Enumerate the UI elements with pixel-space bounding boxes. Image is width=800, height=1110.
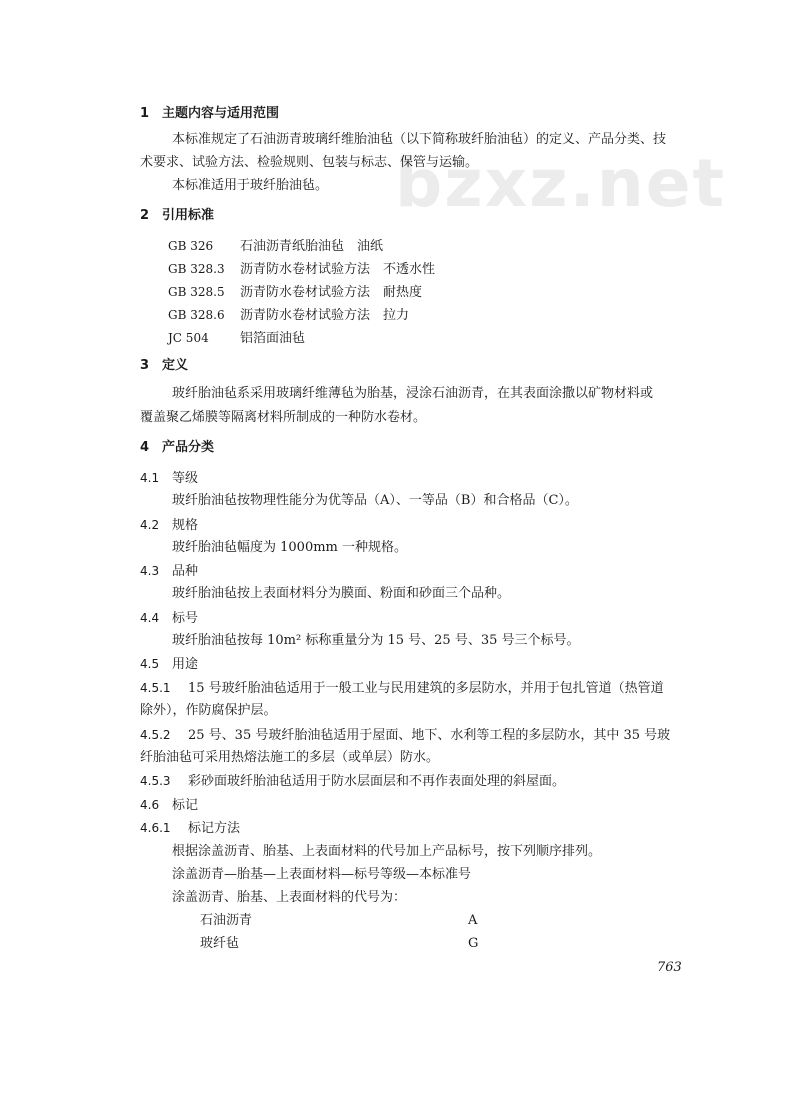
- subsection-4-3-heading: [140, 563, 198, 580]
- subsection-title: 标号: [172, 611, 199, 626]
- section-1-paragraph: 本标准适用于玻纤胎油毡。: [172, 178, 329, 193]
- section-1-paragraph: 本标准规定了石油沥青玻璃纤维胎油毡（以下简称玻纤胎油毡）的定义、产品分类、技: [172, 132, 667, 147]
- subsection-text: 彩砂面玻纤胎油毡适用于防水层面层和不再作表面处理的斜屋面。: [188, 774, 566, 789]
- subsection-number: 4.5: [140, 657, 160, 671]
- section-4-heading: 4 产品分类: [140, 440, 215, 455]
- subsection-4-2-heading: [140, 517, 198, 534]
- reference-title: 铝箔面油毡: [240, 331, 306, 346]
- subsection-4-6-1-paragraph: 涂盖沥青—胎基—上表面材料—标号等级—本标准号: [172, 867, 472, 882]
- reference-item: [168, 284, 422, 301]
- watermark: bzxz.net: [395, 145, 727, 222]
- reference-title: 沥青防水卷材试验方法 拉力: [240, 308, 410, 323]
- subsection-title: 标记方法: [188, 821, 241, 836]
- subsection-text: 15 号玻纤胎油毡适用于一般工业与民用建筑的多层防水，并用于包扎管道（热管道: [188, 681, 664, 696]
- subsection-number: 4.4: [140, 611, 160, 625]
- subsection-4-6-1-paragraph: 涂盖沥青、胎基、上表面材料的代号为：: [172, 890, 407, 905]
- reference-item: [168, 307, 409, 324]
- reference-item: [168, 330, 305, 347]
- subsection-4-3-paragraph: 玻纤胎油毡按上表面材料分为膜面、粉面和砂面三个品种。: [172, 586, 511, 601]
- reference-code: GB 328.3: [168, 262, 225, 276]
- subsection-text: 25 号、35 号玻纤胎油毡适用于屋面、地下、水利等工程的多层防水，其中 35 号玻: [188, 728, 671, 743]
- reference-code: GB 328.5: [168, 285, 225, 299]
- reference-title: 石油沥青纸胎油毡 油纸: [240, 239, 384, 254]
- section-3-heading: 3 定义: [140, 358, 189, 373]
- subsection-4-6-1-paragraph: 根据涂盖沥青、胎基、上表面材料的代号加上产品标号，按下列顺序排列。: [172, 844, 602, 859]
- subsection-number: 4.6: [140, 798, 160, 812]
- section-2-heading: 2 引用标准: [140, 208, 215, 223]
- subsection-4-5-1: [140, 680, 664, 697]
- subsection-title: 用途: [172, 657, 199, 672]
- subsection-title: 规格: [172, 518, 199, 533]
- subsection-4-6-heading: [140, 797, 198, 814]
- page-number: 763: [657, 960, 682, 975]
- reference-title: 沥青防水卷材试验方法 耐热度: [240, 285, 423, 300]
- subsection-4-5-1-cont: 除外），作防腐保护层。: [140, 703, 277, 718]
- reference-code: JC 504: [168, 331, 209, 345]
- code-value: G: [468, 936, 479, 951]
- subsection-number: 4.3: [140, 564, 160, 578]
- subsection-4-6-1-heading: [140, 820, 240, 837]
- reference-code: GB 326: [168, 239, 214, 253]
- reference-item: [168, 261, 435, 278]
- code-name: 玻纤毡: [200, 936, 240, 951]
- subsection-4-2-paragraph: 玻纤胎油毡幅度为 1000mm 一种规格。: [172, 540, 408, 555]
- section-3-paragraph: 玻纤胎油毡系采用玻璃纤维薄毡为胎基，浸涂石油沥青，在其表面涂撒以矿物材料或: [172, 386, 654, 401]
- code-name: 石油沥青: [200, 913, 253, 928]
- reference-title: 沥青防水卷材试验方法 不透水性: [240, 262, 436, 277]
- subsection-number: 4.6.1: [140, 821, 171, 835]
- code-row: [200, 913, 477, 929]
- code-value: A: [468, 913, 478, 928]
- reference-code: GB 328.6: [168, 308, 225, 322]
- section-3-paragraph: 覆盖聚乙烯膜等隔离材料所制成的一种防水卷材。: [140, 410, 427, 425]
- subsection-4-5-3: [140, 773, 565, 790]
- subsection-number: 4.1: [140, 471, 160, 485]
- subsection-4-5-2: [140, 727, 670, 744]
- subsection-4-1-paragraph: 玻纤胎油毡按物理性能分为优等品（A）、一等品（B）和合格品（C）。: [172, 493, 578, 508]
- subsection-4-5-heading: [140, 656, 198, 673]
- subsection-title: 等级: [172, 471, 199, 486]
- subsection-4-4-heading: [140, 610, 198, 627]
- subsection-number: 4.5.1: [140, 681, 171, 695]
- section-1-heading: 1 主题内容与适用范围: [140, 106, 280, 121]
- reference-item: [168, 238, 383, 255]
- subsection-number: 4.5.3: [140, 774, 171, 788]
- subsection-title: 标记: [172, 798, 199, 813]
- subsection-number: 4.2: [140, 518, 160, 532]
- code-row: [200, 936, 478, 952]
- subsection-title: 品种: [172, 564, 199, 579]
- subsection-number: 4.5.2: [140, 728, 171, 742]
- subsection-4-1-heading: [140, 470, 198, 487]
- section-1-paragraph: 术要求、试验方法、检验规则、包装与标志、保管与运输。: [140, 155, 479, 170]
- subsection-4-4-paragraph: 玻纤胎油毡按每 10m² 标称重量分为 15 号、25 号、35 号三个标号。: [172, 633, 580, 648]
- subsection-4-5-2-cont: 纤胎油毡可采用热熔法施工的多层（或单层）防水。: [140, 750, 440, 765]
